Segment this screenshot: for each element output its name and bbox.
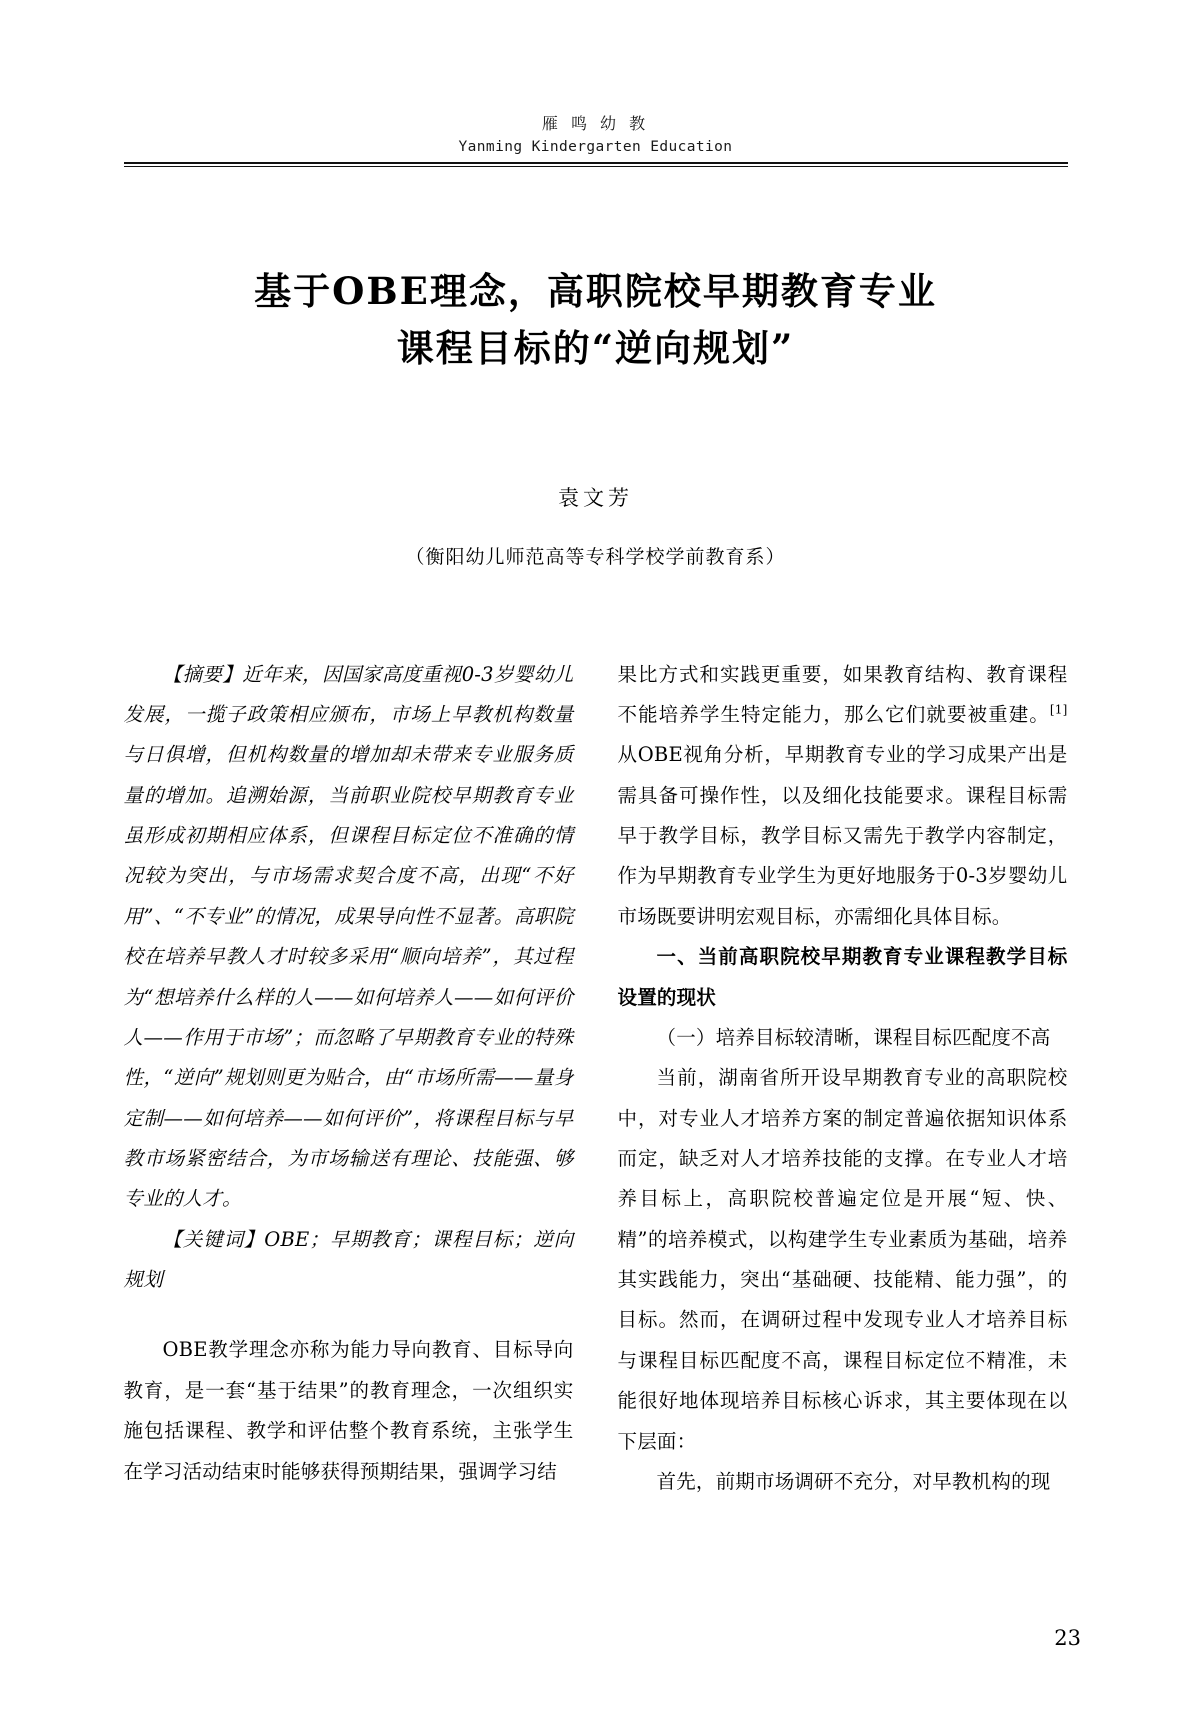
column-spacer bbox=[124, 1300, 574, 1330]
body-columns bbox=[124, 655, 1068, 1503]
author-affiliation: （衡阳幼儿师范高等专科学校学前教育系） bbox=[405, 545, 786, 568]
author-block bbox=[0, 482, 1191, 569]
body-continued-text-a: 果比方式和实践更重要，如果教育结构、教育课程不能培养学生特定能力，那么它们就要被重建。 bbox=[617, 662, 1068, 727]
abstract-paragraph: 【摘要】近年来，因国家高度重视0-3岁婴幼儿发展，一揽子政策相应颁布，市场上早教机构数量与日俱增，但机构数量的增加却未带来专业服务质量的增加。追溯始源，当前职业院校早期教育专业虽形成初期相应体系，但课程目标定位不准确的情况较为突出，与市场需求契合度不高，出现“不好用”、“不专业”的情况，成果导向性不显著。高职院校在培养早教人才时较多采用“顺向培养”，其过程为“想培养什么样的人——如何培养人——如何评价人——作用于市场”；而忽略了早期教育专业的特殊性，“逆向”规划则更为贴合，由“市场所需——量身定制——如何培养——如何评价”，将课程目标与早教市场紧密结合，为市场输送有理论、技能强、够专业的人才。 bbox=[123, 662, 574, 1211]
header-divider-thin bbox=[124, 166, 1068, 167]
body-paragraph-2: 当前，湖南省所开设早期教育专业的高职院校中，对专业人才培养方案的制定普遍依据知识体系而定，缺乏对人才培养技能的支撑。在专业人才培养目标上，高职院校普遍定位是开展“短、快、精”的培养模式，以构建学生专业素质为基础，培养其实践能力，突出“基础硬、技能精、能力强”，的目标。然而，在调研过程中发现专业人才培养目标与课程目标匹配度不高，课程目标定位不精准，未能很好地体现培养目标核心诉求，其主要体现在以下层面： bbox=[617, 1066, 1068, 1453]
page-title bbox=[0, 263, 1191, 378]
body-continued-text-b: 从OBE视角分析，早期教育专业的学习成果产出是需具备可操作性，以及细化技能要求。课程目标需早于教学目标，教学目标又需先于教学内容制定，作为早期教育专业学生为更好地服务于0-3岁婴幼儿市场既要讲明宏观目标，亦需细化具体目标。 bbox=[617, 743, 1068, 928]
header-divider bbox=[124, 162, 1068, 167]
running-head-english: Yanming Kindergarten Education bbox=[458, 139, 733, 155]
header-divider-thick bbox=[124, 162, 1068, 164]
body-paragraph-continued bbox=[618, 655, 1068, 938]
running-head-chinese: 雁 鸣 幼 教 bbox=[541, 114, 650, 133]
subsection-heading: （一）培养目标较清晰，课程目标匹配度不高 bbox=[656, 1025, 1051, 1049]
article-page bbox=[0, 112, 1191, 1728]
body-paragraph-3: 首先，前期市场调研不充分，对早教机构的现 bbox=[656, 1469, 1051, 1493]
keywords-paragraph: 【关键词】OBE；早期教育；课程目标；逆向规划 bbox=[123, 1227, 574, 1292]
page-number: 23 bbox=[1054, 1626, 1081, 1650]
title-line-1: 基于OBE理念，高职院校早期教育专业 bbox=[254, 269, 937, 313]
author-name: 袁文芳 bbox=[558, 485, 633, 510]
left-column bbox=[124, 655, 574, 1503]
title-line-2: 课程目标的“逆向规划” bbox=[396, 326, 795, 371]
section-heading: 一、当前高职院校早期教育专业课程教学目标设置的现状 bbox=[617, 945, 1068, 1009]
reference-marker: [1] bbox=[1049, 702, 1068, 717]
body-paragraph-1: OBE教学理念亦称为能力导向教育、目标导向教育，是一套“基于结果”的教育理念，一次组织实施包括课程、教学和评估整个教育系统，主张学生在学习活动结束时能够获得预期结果，强调学习结 bbox=[123, 1338, 574, 1483]
right-column bbox=[618, 655, 1068, 1503]
running-head bbox=[0, 112, 1191, 155]
